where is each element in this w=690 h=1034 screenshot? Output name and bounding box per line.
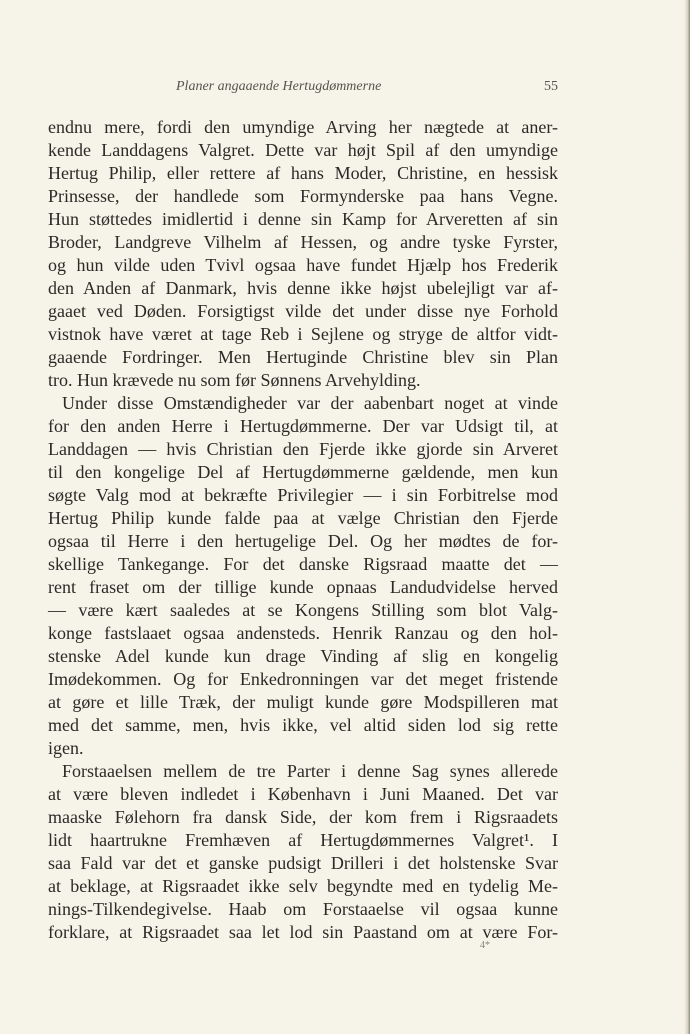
text-line: Imødekommen. Og for Enkedronningen var det meget fristende <box>48 669 558 689</box>
text-line: — være kært saaledes at se Kongens Stilling som blot Valg- <box>48 600 558 620</box>
text-line: igen. <box>48 738 84 758</box>
text-line: Hertug Philip kunde falde paa at vælge Christian den Fjerde <box>48 508 558 528</box>
text-line: gaaet ved Døden. Forsigtigst vilde det under disse nye Forhold <box>48 301 558 321</box>
text-line: til den kongelige Del af Hertugdømmerne gældende, men kun <box>48 462 558 482</box>
text-line: at beklage, at Rigsraadet ikke selv begyndte med en tydelig Me- <box>48 876 558 896</box>
text-line: forklare, at Rigsraadet saa let lod sin Paastand om at være For- <box>48 922 558 942</box>
page-number: 55 <box>544 79 558 94</box>
text-line: kende Landdagens Valgret. Dette var højt Spil af den umyndige <box>48 140 558 160</box>
text-line: lidt haartrukne Fremhæven af Hertugdømmernes Valgret¹. I <box>48 830 558 850</box>
text-line: ogsaa til Herre i den hertugelige Del. Og her mødtes de for- <box>48 531 558 551</box>
text-line: nings-Tilkendegivelse. Haab om Forstaaelse vil ogsaa kunne <box>48 899 558 919</box>
text-line: stenske Adel kunde kun drage Vinding af slig en kongelig <box>48 646 558 666</box>
body-text <box>48 116 558 944</box>
text-line: maaske Følehorn fra dansk Side, der kom frem i Rigsraadets <box>48 807 558 827</box>
text-line: Under disse Omstændigheder var der aabenbart noget at vinde <box>62 393 558 413</box>
text-line: søgte Valg mod at bekræfte Privilegier — i sin Forbitrelse mod <box>48 485 558 505</box>
page-edge <box>684 0 690 1034</box>
text-line: Broder, Landgreve Vilhelm af Hessen, og andre tyske Fyrster, <box>48 232 558 252</box>
text-line: Forstaaelsen mellem de tre Parter i denne Sag synes allerede <box>62 761 558 781</box>
running-header <box>48 79 558 99</box>
text-line: med det samme, men, hvis ikke, vel altid siden lod sig rette <box>48 715 558 735</box>
text-line: at være bleven indledet i København i Juni Maaned. Det var <box>48 784 558 804</box>
text-line: Hertug Philip, eller rettere af hans Moder, Christine, en hessisk <box>48 163 558 183</box>
text-line: og hun vilde uden Tvivl ogsaa have fundet Hjælp hos Frederik <box>48 255 558 275</box>
text-line: konge fastslaaet ogsaa andensteds. Henrik Ranzau og den hol- <box>48 623 558 643</box>
running-title: Planer angaaende Hertugdømmerne <box>176 79 382 94</box>
text-line: gaaende Fordringer. Men Hertuginde Christine blev sin Plan <box>48 347 558 367</box>
signature-mark: 4* <box>480 940 490 951</box>
text-line: Hun støttedes imidlertid i denne sin Kamp for Arveretten af sin <box>48 209 558 229</box>
text-line: skellige Tankegange. For det danske Rigsraad maatte det — <box>48 554 558 574</box>
text-line: Landdagen — hvis Christian den Fjerde ikke gjorde sin Arveret <box>48 439 558 459</box>
text-line: rent fraset om der tillige kunde opnaas Landudvidelse herved <box>48 577 558 597</box>
text-line: for den anden Herre i Hertugdømmerne. Der var Udsigt til, at <box>48 416 558 436</box>
text-line: tro. Hun krævede nu som før Sønnens Arvehylding. <box>48 370 421 390</box>
text-line: saa Fald var det et ganske pudsigt Drilleri i det holstenske Svar <box>48 853 558 873</box>
text-line: endnu mere, fordi den umyndige Arving her nægtede at aner- <box>48 117 558 137</box>
text-line: vistnok have været at tage Reb i Sejlene og stryge de altfor vidt- <box>48 324 558 344</box>
text-line: den Anden af Danmark, hvis denne ikke højst ubelejligt var af- <box>48 278 558 298</box>
text-line: Prinsesse, der handlede som Formynderske paa hans Vegne. <box>48 186 558 206</box>
text-line: at gøre et lille Træk, der muligt kunde gøre Modspilleren mat <box>48 692 558 712</box>
